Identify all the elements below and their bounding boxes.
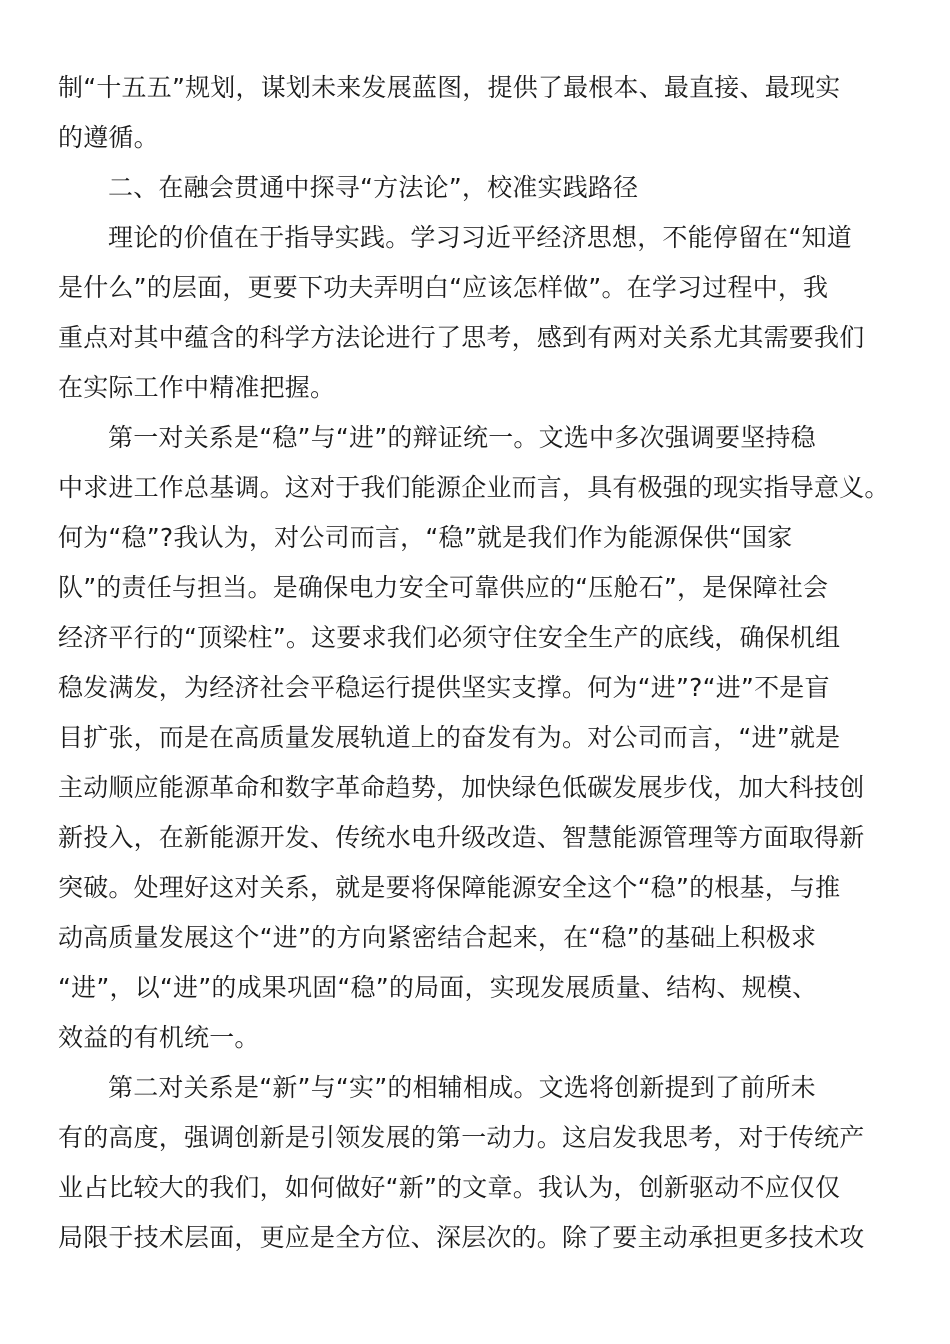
text-line: 经济平行的“顶梁柱”。这要求我们必须守住安全生产的底线，确保机组: [58, 623, 841, 652]
text-line: 重点对其中蕴含的科学方法论进行了思考，感到有两对关系尤其需要我们: [58, 323, 865, 352]
text-line: 中求进工作总基调。这对于我们能源企业而言，具有极强的现实指导意义。: [58, 473, 890, 502]
text-line: 第一对关系是“稳”与“进”的辩证统一。文选中多次强调要坚持稳: [108, 423, 816, 452]
text-line: 突破。处理好这对关系，就是要将保障能源安全这个“稳”的根基，与推: [58, 873, 841, 902]
text-line: 队”的责任与担当。是确保电力安全可靠供应的“压舱石”，是保障社会: [58, 573, 829, 602]
text-line: 主动顺应能源革命和数字革命趋势，加快绿色低碳发展步伐，加大科技创: [58, 773, 865, 802]
text-line: 稳发满发，为经济社会平稳运行提供坚实支撑。何为“进”?“进”不是盲: [58, 673, 830, 702]
section-heading: 二、在融会贯通中探寻“方法论”，校准实践路径: [108, 173, 639, 202]
text-line: 效益的有机统一。: [58, 1023, 260, 1052]
text-line: 在实际工作中精准把握。: [58, 373, 336, 402]
text-line: “进”，以“进”的成果巩固“稳”的局面，实现发展质量、结构、规模、: [58, 973, 818, 1002]
text-line: 业占比较大的我们，如何做好“新”的文章。我认为，创新驱动不应仅仅: [58, 1173, 841, 1202]
text-line: 有的高度，强调创新是引领发展的第一动力。这启发我思考，对于传统产: [58, 1123, 865, 1152]
text-line: 是什么”的层面，更要下功夫弄明白“应该怎样做”。在学习过程中，我: [58, 273, 829, 302]
text-line: 制“十五五”规划，谋划未来发展蓝图，提供了最根本、最直接、最现实: [58, 73, 841, 102]
text-line: 理论的价值在于指导实践。学习习近平经济思想，不能停留在“知道: [108, 223, 852, 252]
text-line: 何为“稳”?我认为，对公司而言，“稳”就是我们作为能源保供“国家: [58, 523, 793, 552]
text-line: 新投入，在新能源开发、传统水电升级改造、智慧能源管理等方面取得新: [58, 823, 865, 852]
text-line: 局限于技术层面，更应是全方位、深层次的。除了要主动承担更多技术攻: [58, 1223, 865, 1252]
text-line: 动高质量发展这个“进”的方向紧密结合起来，在“稳”的基础上积极求: [58, 923, 817, 952]
text-line: 的遵循。: [58, 123, 159, 152]
text-line: 目扩张，而是在高质量发展轨道上的奋发有为。对公司而言，“进”就是: [58, 723, 841, 752]
text-line: 第二对关系是“新”与“实”的相辅相成。文选将创新提到了前所未: [108, 1073, 816, 1102]
